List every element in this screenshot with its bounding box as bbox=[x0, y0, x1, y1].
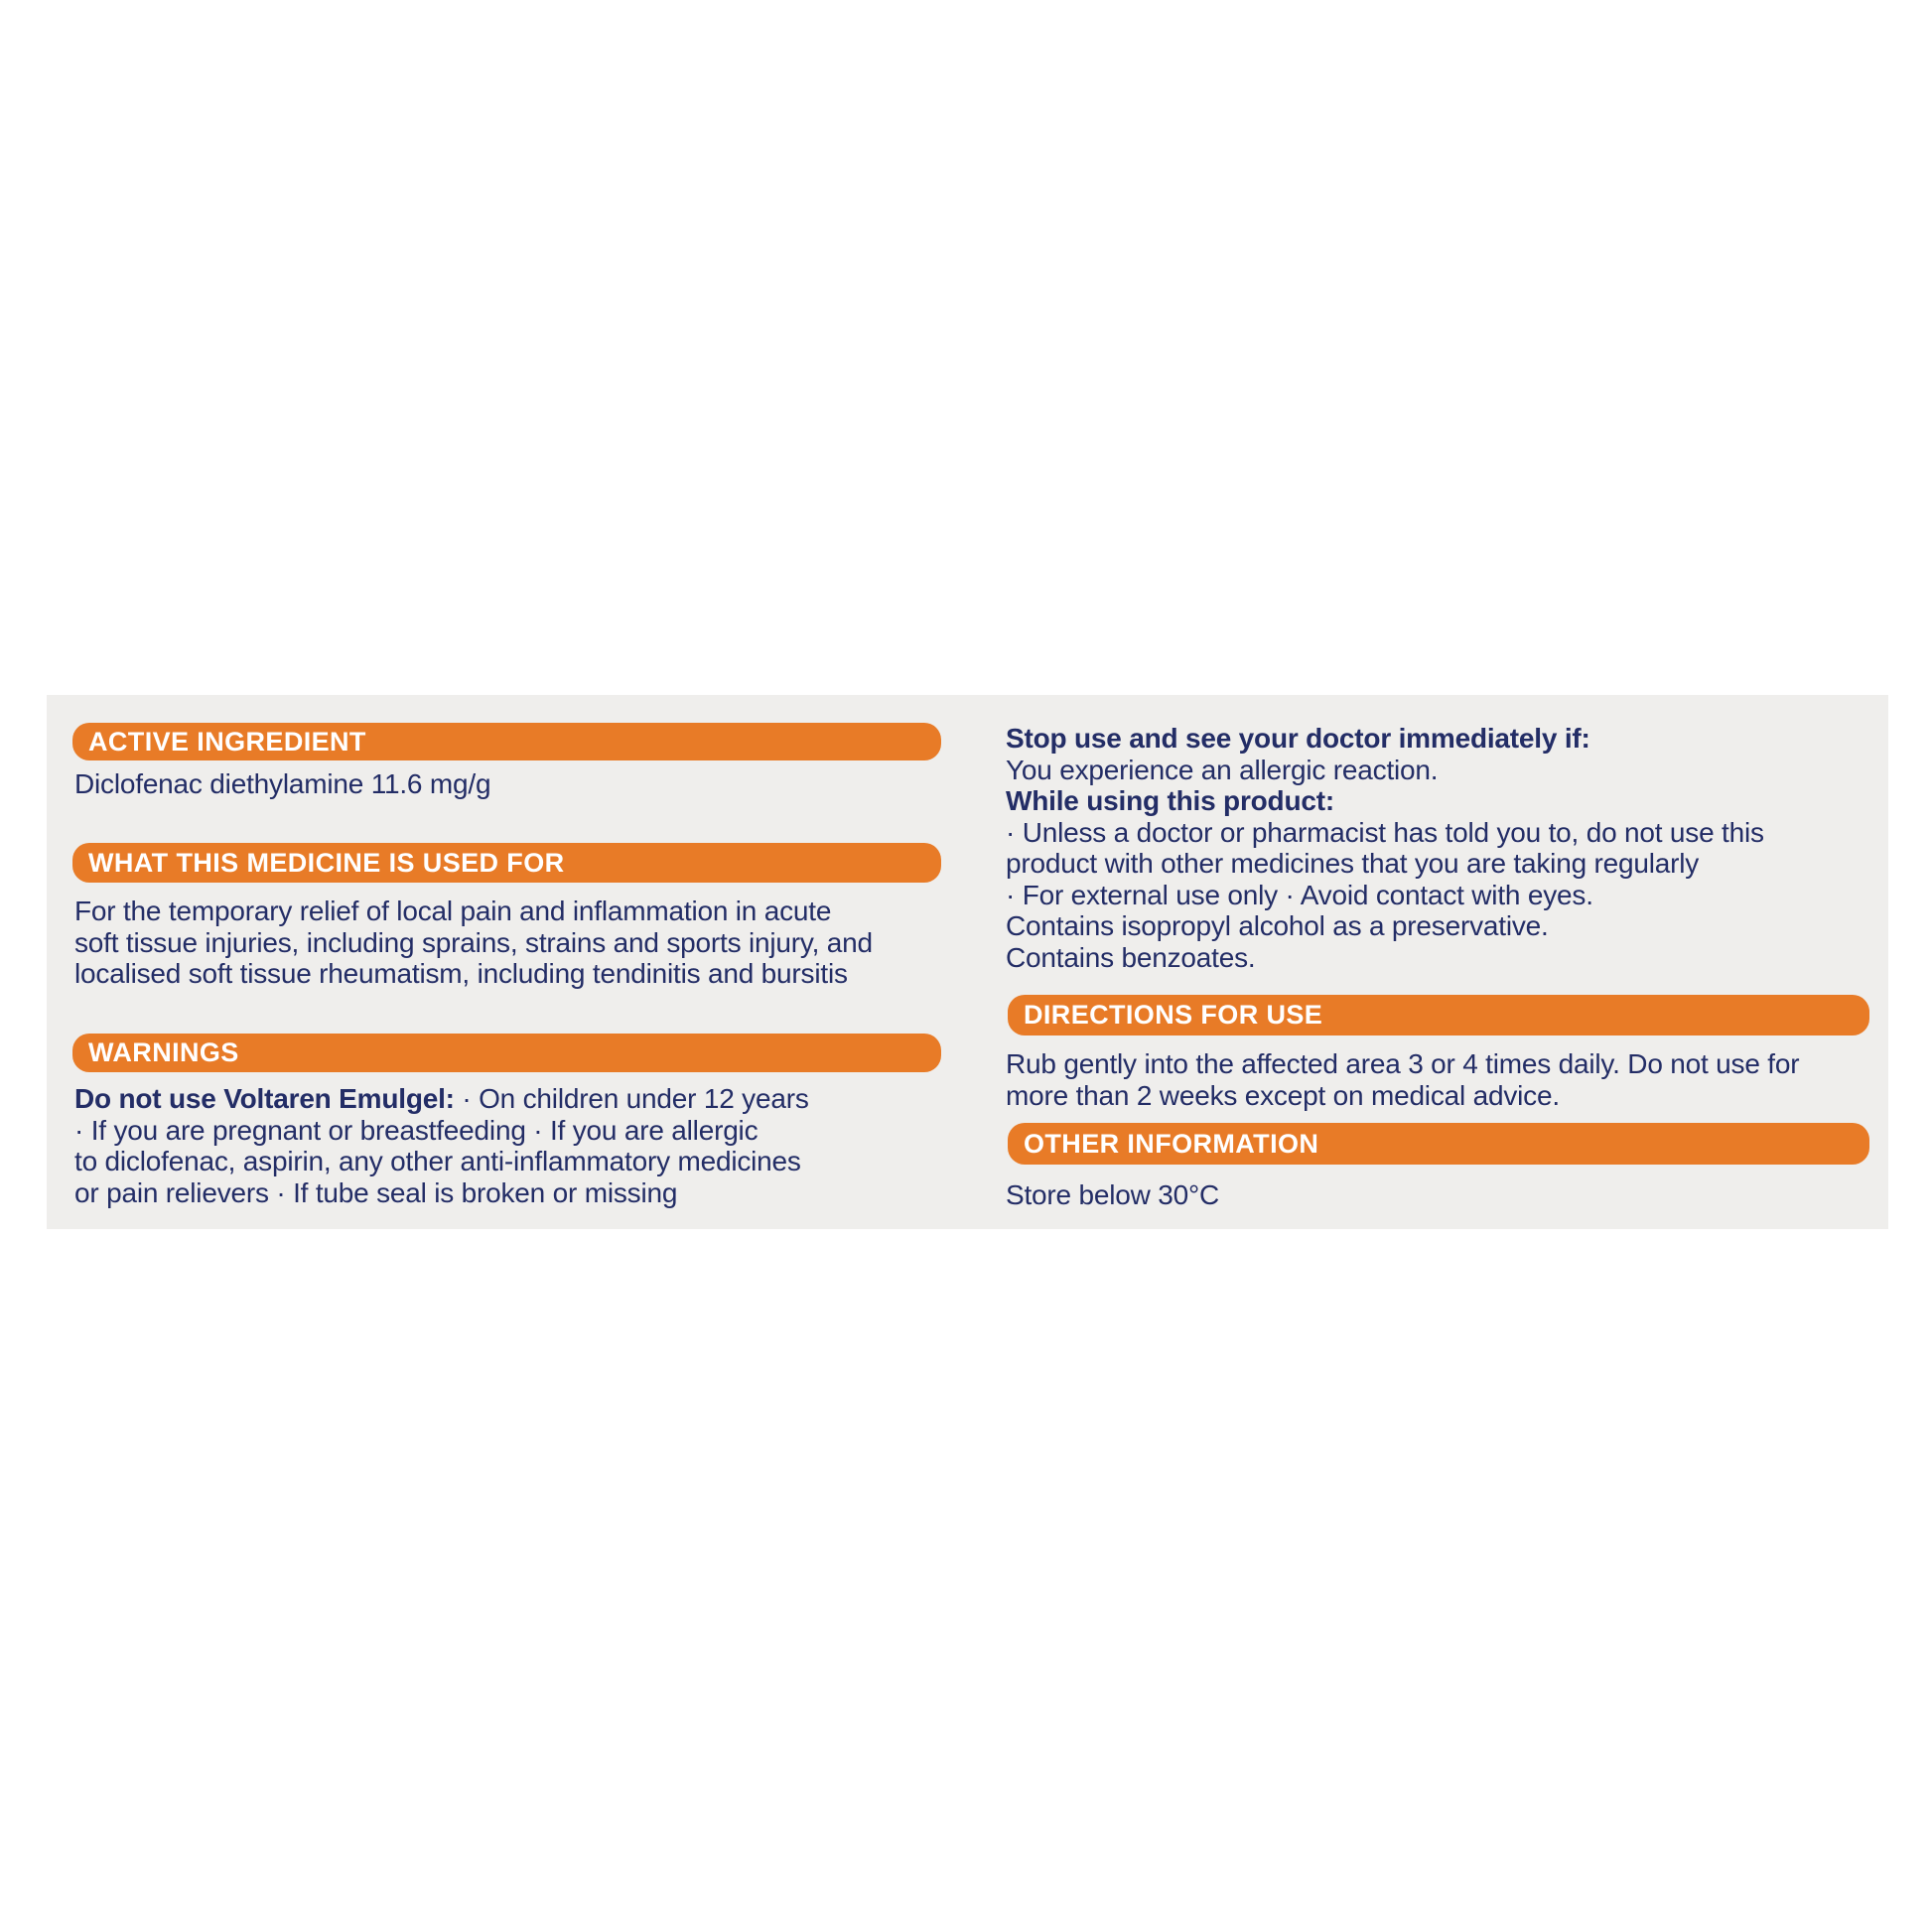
other-information-header-bar: OTHER INFORMATION bbox=[1008, 1123, 1869, 1165]
warnings-line-1-rest: · On children under 12 years bbox=[454, 1083, 809, 1114]
storage-instruction: Store below 30°C bbox=[1006, 1179, 1220, 1210]
stop-use-line-2: · Unless a doctor or pharmacist has told you to, do not use this bbox=[1006, 816, 1764, 848]
stop-use-heading: Stop use and see your doctor immediately if: bbox=[1006, 723, 1590, 754]
used-for-line-1: For the temporary relief of local pain and inflammation in acute bbox=[74, 896, 832, 926]
used-for-text bbox=[74, 896, 873, 990]
warnings-text bbox=[74, 1083, 809, 1208]
warnings-do-not-use-lead: Do not use Voltaren Emulgel: bbox=[74, 1083, 455, 1114]
stop-use-line-1: You experience an allergic reaction. bbox=[1006, 754, 1439, 785]
active-ingredient-header-bar: ACTIVE INGREDIENT bbox=[72, 723, 941, 760]
directions-header-bar: DIRECTIONS FOR USE bbox=[1008, 995, 1869, 1035]
directions-line-2: more than 2 weeks except on medical advice. bbox=[1006, 1079, 1560, 1111]
while-using-heading: While using this product: bbox=[1006, 785, 1334, 816]
warnings-line-1 bbox=[74, 1083, 809, 1115]
directions-text bbox=[1006, 1048, 1799, 1111]
used-for-line-3: localised soft tissue rheumatism, including tendinitis and bursitis bbox=[74, 958, 848, 989]
stop-use-line-4: · For external use only · Avoid contact with eyes. bbox=[1006, 879, 1593, 910]
stop-use-line-6: Contains benzoates. bbox=[1006, 941, 1256, 973]
active-ingredient-value: Diclofenac diethylamine 11.6 mg/g bbox=[74, 768, 491, 799]
label-info-panel bbox=[47, 695, 1888, 1229]
stop-use-line-3: product with other medicines that you are taking regularly bbox=[1006, 848, 1700, 879]
directions-line-1: Rub gently into the affected area 3 or 4 times daily. Do not use for bbox=[1006, 1048, 1800, 1079]
warnings-line-2: · If you are pregnant or breastfeeding · If you are allergic bbox=[74, 1114, 759, 1146]
stop-use-text bbox=[1006, 723, 1764, 973]
used-for-line-2: soft tissue injuries, including sprains, strains and sports injury, and bbox=[74, 926, 873, 958]
warnings-line-3: to diclofenac, aspirin, any other anti-inflammatory medicines bbox=[74, 1146, 801, 1176]
warnings-line-4: or pain relievers · If tube seal is broken or missing bbox=[74, 1176, 678, 1208]
stop-use-line-5: Contains isopropyl alcohol as a preservative. bbox=[1006, 910, 1549, 941]
used-for-header-bar: WHAT THIS MEDICINE IS USED FOR bbox=[72, 843, 941, 883]
warnings-header-bar: WARNINGS bbox=[72, 1034, 941, 1072]
